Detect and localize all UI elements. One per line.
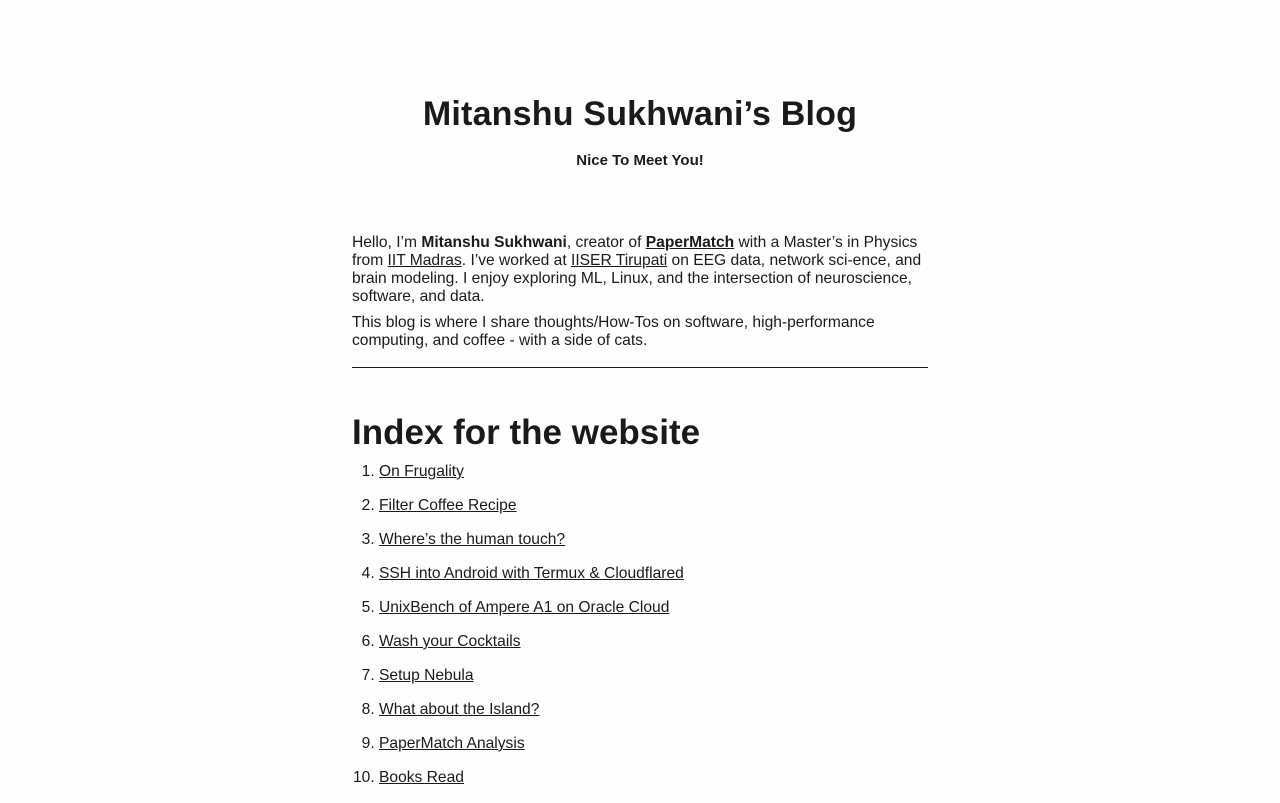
author-name: Mitanshu Sukhwani [421,234,567,251]
list-item [379,463,928,481]
index-link-books-read[interactable]: Books Read [379,769,464,786]
site-subtitle: Nice To Meet You! [576,152,704,169]
papermatch-link[interactable] [646,234,734,251]
main-content [352,234,928,803]
intro-paragraph-2: This blog is where I share thoughts/How-Tos on software, high-performance computing, and coffee - with a side of cats. [352,314,875,349]
index-list [352,463,928,787]
list-item [379,565,928,583]
index-link-on-frugality[interactable]: On Frugality [379,463,464,480]
intro-paragraph-1 [352,234,928,306]
index-link-wash-cocktails[interactable]: Wash your Cocktails [379,633,521,650]
index-link-island[interactable]: What about the Island? [379,701,540,718]
site-title: Mitanshu Sukhwani’s Blog [422,95,858,133]
section-divider [352,367,928,368]
papermatch-link-label: PaperMatch [645,234,735,251]
list-item [379,667,928,685]
index-link-human-touch[interactable]: Where’s the human touch? [379,531,566,548]
list-item [379,497,928,515]
iiser-tirupati-link[interactable]: IISER Tirupati [570,252,668,269]
index-link-ssh-android[interactable]: SSH into Android with Termux & Cloudflared [379,565,684,582]
list-item [379,531,928,549]
index-title: Index for the website [352,413,701,452]
list-item [379,769,928,787]
list-item [379,599,928,617]
intro-text-5: on EEG data, network sci-ence, and brain modeling. I enjoy exploring ML, Linux, and the intersection of neuroscience, software, and data. [352,252,922,305]
intro-text-2: , creator of [566,234,646,251]
iit-madras-link[interactable]: IIT Madras [387,252,462,269]
list-item [379,735,928,753]
index-link-papermatch-analysis[interactable]: PaperMatch Analysis [379,735,525,752]
intro-section [352,234,928,350]
list-item [379,701,928,719]
list-item [379,633,928,651]
intro-text-3: with a Master’s in Physics from [352,234,918,269]
index-link-filter-coffee-recipe[interactable]: Filter Coffee Recipe [379,497,517,514]
index-link-unixbench[interactable]: UnixBench of Ampere A1 on Oracle Cloud [379,599,670,616]
intro-text-4: . I’ve worked at [461,252,571,269]
intro-text-1: Hello, I’m [352,234,422,251]
index-link-setup-nebula[interactable]: Setup Nebula [379,667,474,684]
